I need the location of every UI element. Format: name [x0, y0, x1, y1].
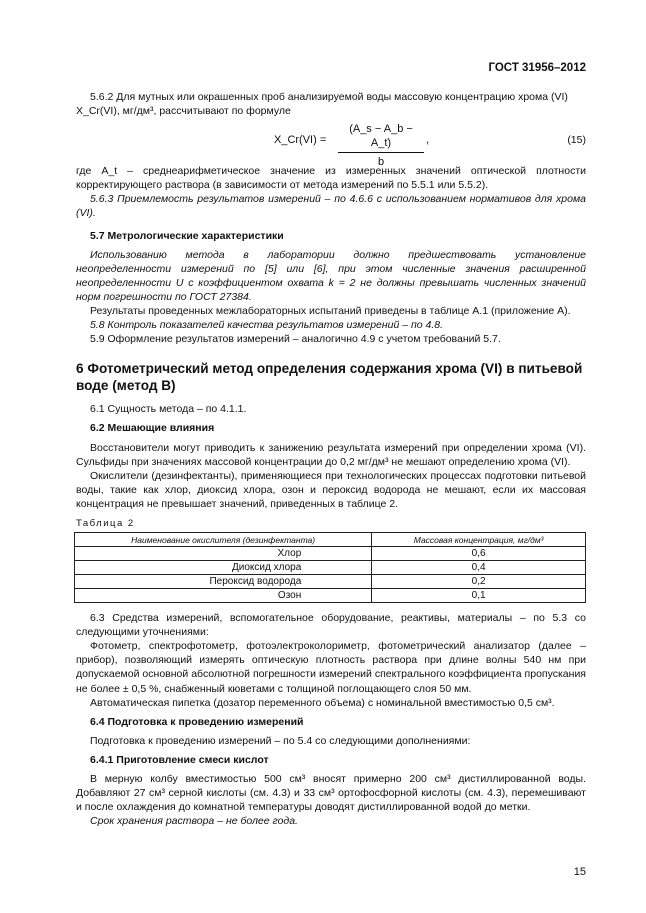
section-6-title: 6 Фотометрический метод определения содержания хрома (VI) в питьевой воде (метод В): [76, 361, 583, 394]
formula-lhs: X_Cr(VI) =: [274, 134, 327, 147]
heading-6-4-1: 6.4.1 Приготовление смеси кислот: [90, 753, 269, 766]
paragraph-5-6-2-line2: X_Cr(VI), мг/дм³, рассчитывают по формуле: [76, 105, 291, 118]
formula-denominator: b: [377, 156, 385, 169]
paragraph-6-2-2: Окислители (дезинфектанты), применяющиеся при технологических процессах подготовки питьевой воды, такие как хлор, диоксид хлора, озон и пероксид водорода не мешают, если их массовая концентрация не превышает значений, приведенных в таблице 2.: [76, 469, 586, 510]
paragraph-6-3-2: Фотометр, спектрофотометр, фотоэлектроколориметр, фотометрический анализатор (далее – прибор), позволяющий измерять оптическую плотность раствора при длине волны 540 нм при допускаемой основной абсолютной погрешности измерений спектрального коэффициента пропускания не более ± 0,5 %, снабженный кюветами с толщиной поглощающего слоя 50 мм.: [76, 640, 586, 695]
paragraph-6-4-1-1: В мерную колбу вместимостью 500 см³ вносят примерно 200 см³ дистиллированной воды. Добавляют 27 см³ серной кислоты (см. 4.3) и 33 см³ ортофосфорной кислоты (см. 4.3), перемешивают и после охлаждения до комнатной температуры доводят дистиллированной водой до метки.: [76, 773, 586, 814]
formula-15: [76, 122, 586, 169]
table-header-concentration: Массовая концентрация, мг/дм³: [372, 533, 586, 547]
paragraph-5-7-2: Результаты проведенных межлабораторных испытаний приведены в таблице А.1 (приложение А).: [90, 305, 571, 318]
standard-number: ГОСТ 31956–2012: [488, 62, 586, 74]
table-cell-value: 0,1: [372, 589, 586, 603]
table-row: [75, 589, 586, 603]
table-cell-name: Пероксид водорода: [75, 575, 372, 589]
paragraph-6-3-1: 6.3 Средства измерений, вспомогательное оборудование, реактивы, материалы – по 5.3 со следующими уточнениями:: [76, 612, 586, 639]
table-header-row: [75, 533, 586, 547]
heading-5-7: 5.7 Метрологические характеристики: [90, 229, 284, 242]
formula-number: (15): [567, 134, 586, 147]
table-cell-name: Озон: [75, 589, 372, 603]
formula-where-text: где A_t – среднеарифметическое значение из измеренных значений оптической плотности корректирующего раствора (в зависимости от метода измерений по 5.5.1 или 5.5.2).: [76, 165, 586, 192]
page-number: 15: [573, 866, 586, 878]
table-caption: Таблица 2: [76, 517, 135, 529]
paragraph-6-1: 6.1 Сущность метода – по 4.1.1.: [90, 403, 247, 416]
formula-fraction: [338, 122, 424, 169]
paragraph-5-7-1: Использованию метода в лаборатории должно предшествовать установление неопределенности измерений по [5] или [6], при этом численные значения расширенной неопределенности U с коэффициентом охвата k = 2 не должны превышать численных значений норм погрешности по ГОСТ 27384.: [76, 248, 586, 303]
paragraph-6-4-1: Подготовка к проведению измерений – по 5.4 со следующими дополнениями:: [90, 734, 471, 747]
heading-6-2: 6.2 Мешающие влияния: [90, 422, 215, 435]
page-content: [76, 90, 586, 828]
heading-6-4: 6.4 Подготовка к проведению измерений: [90, 715, 304, 728]
formula-comma: ,: [426, 134, 430, 147]
table-cell-name: Хлор: [75, 547, 372, 561]
table-cell-value: 0,2: [372, 575, 586, 589]
table-header-oxidant: Наименование окислителя (дезинфектанта): [75, 533, 372, 547]
paragraph-5-6-3: 5.6.3 Приемлемость результатов измерений – по 4.6.6 с использованием нормативов для хрома (VI).: [76, 193, 586, 220]
oxidants-table: [74, 532, 586, 603]
table-row: [75, 547, 586, 561]
formula-numerator: (A_s − A_b − A_t): [338, 122, 424, 153]
table-cell-value: 0,6: [372, 547, 586, 561]
table-cell-value: 0,4: [372, 561, 586, 575]
paragraph-5-6-2-line1: 5.6.2 Для мутных или окрашенных проб анализируемой воды массовую концентрацию хрома (VI): [90, 91, 568, 103]
paragraph-6-4-1-2: Срок хранения раствора – не более года.: [90, 815, 298, 828]
table-row: [75, 575, 586, 589]
table-cell-name: Диоксид хлора: [75, 561, 372, 575]
paragraph-6-2-1: Восстановители могут приводить к занижению результата измерений при определении хрома (VI). Сульфиды при значениях массовой концентрации до 0,2 мг/дм³ не мешают определению хрома (VI).: [76, 441, 586, 468]
paragraph-5-8: 5.8 Контроль показателей качества результатов измерений – по 4.8.: [90, 319, 444, 332]
paragraph-6-3-3: Автоматическая пипетка (дозатор переменного объема) с номинальной вместимостью 0,5 см³.: [90, 696, 555, 709]
table-row: [75, 561, 586, 575]
paragraph-5-9: 5.9 Оформление результатов измерений – аналогично 4.9 с учетом требований 5.7.: [90, 333, 501, 346]
